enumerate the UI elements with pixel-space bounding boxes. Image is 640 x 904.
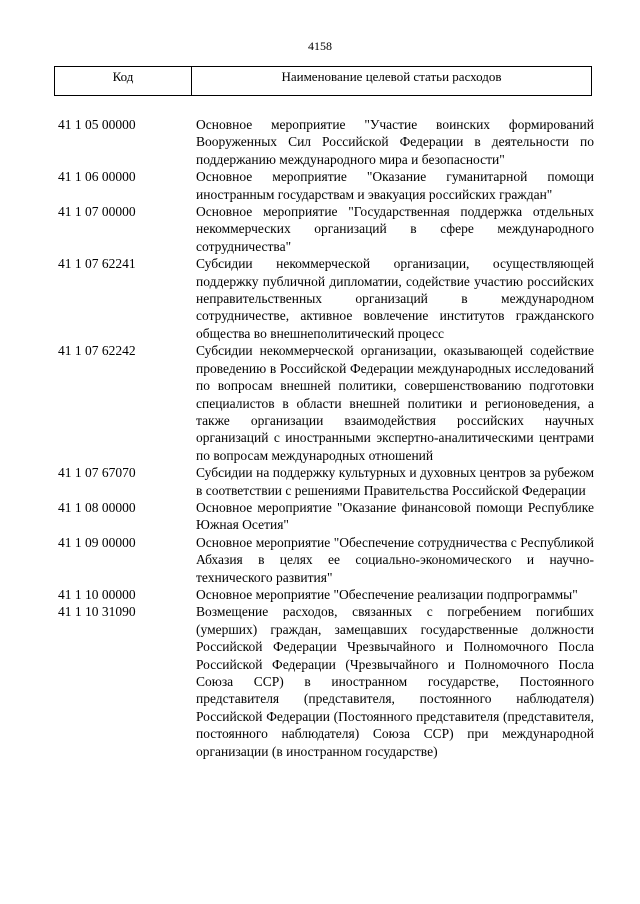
- row-description: Основное мероприятие "Обеспечение сотрудничества с Республикой Абхазия в целях ее социально-экономического и научно-технического развития": [196, 534, 594, 585]
- table-row: [54, 255, 594, 342]
- row-code: 41 1 07 67070: [58, 465, 136, 481]
- table-row: [54, 168, 594, 203]
- column-header-name: Наименование целевой статьи расходов: [281, 69, 502, 84]
- table-row: [54, 586, 594, 603]
- row-code: 41 1 07 62241: [58, 256, 136, 272]
- table-header: [54, 66, 592, 96]
- table-body: [54, 116, 594, 760]
- row-description: Субсидии некоммерческой организации, оказывающей содействие проведению в Российской Федерации международных исследований по вопросам внешней политики, совершенствованию подготовки специалистов в области внешней политики и регионоведения, а также организации взаимодействия российских научных организаций с иностранными экспертно-аналитическими центрами по вопросам международных отношений: [196, 343, 594, 463]
- table-row: [54, 116, 594, 168]
- row-code: 41 1 07 00000: [58, 204, 136, 220]
- table-row: [54, 203, 594, 255]
- table-row: [54, 464, 594, 499]
- row-code: 41 1 06 00000: [58, 169, 136, 185]
- row-description: Субсидии на поддержку культурных и духовных центров за рубежом в соответствии с решениями Правительства Российской Федерации: [196, 465, 594, 498]
- row-description: Основное мероприятие "Участие воинских формирований Вооруженных Сил Российской Федерации в деятельности по поддержанию международного мира и безопасности": [196, 117, 594, 167]
- row-description: Возмещение расходов, связанных с погребением погибших (умерших) граждан, замещавших государственные должности Российской Федерации Чрезвычайного и Полномочного Посла Российской Федерации (Чрезвычайного и Полномочного Посла Союза ССР) в иностранном государстве, Постоянного представителя (представителя, постоянного наблюдателя) Российской Федерации (Постоянного представителя (представителя, постоянного наблюдателя) Союза ССР) при международной организации (в иностранном государстве): [196, 604, 594, 759]
- row-description: Субсидии некоммерческой организации, осуществляющей поддержку публичной дипломатии, содействие участию российских неправительственных организаций в международном сотрудничестве, активное вовлечение институтов гражданского общества во внешнеполитический процесс: [196, 256, 594, 341]
- row-code: 41 1 08 00000: [58, 499, 136, 515]
- page-number: 4158: [308, 39, 332, 53]
- row-description: Основное мероприятие "Государственная поддержка отдельных некоммерческих организаций в сфере международного сотрудничества": [196, 204, 594, 254]
- row-description: Основное мероприятие "Оказание гуманитарной помощи иностранным государствам и эвакуация российских граждан": [196, 169, 594, 202]
- row-code: 41 1 05 00000: [58, 117, 136, 132]
- row-code: 41 1 07 62242: [58, 343, 136, 359]
- row-code: 41 1 10 31090: [58, 604, 136, 620]
- row-description: Основное мероприятие "Оказание финансовой помощи Республике Южная Осетия": [196, 499, 594, 533]
- row-code: 41 1 09 00000: [58, 534, 136, 550]
- table-row: [54, 342, 594, 464]
- table-row: [54, 499, 594, 534]
- table-row: [54, 534, 594, 586]
- table-row: [54, 603, 594, 760]
- row-description: Основное мероприятие "Обеспечение реализации подпрограммы": [196, 586, 578, 602]
- row-code: 41 1 10 00000: [58, 586, 136, 602]
- column-header-code: Код: [55, 67, 192, 95]
